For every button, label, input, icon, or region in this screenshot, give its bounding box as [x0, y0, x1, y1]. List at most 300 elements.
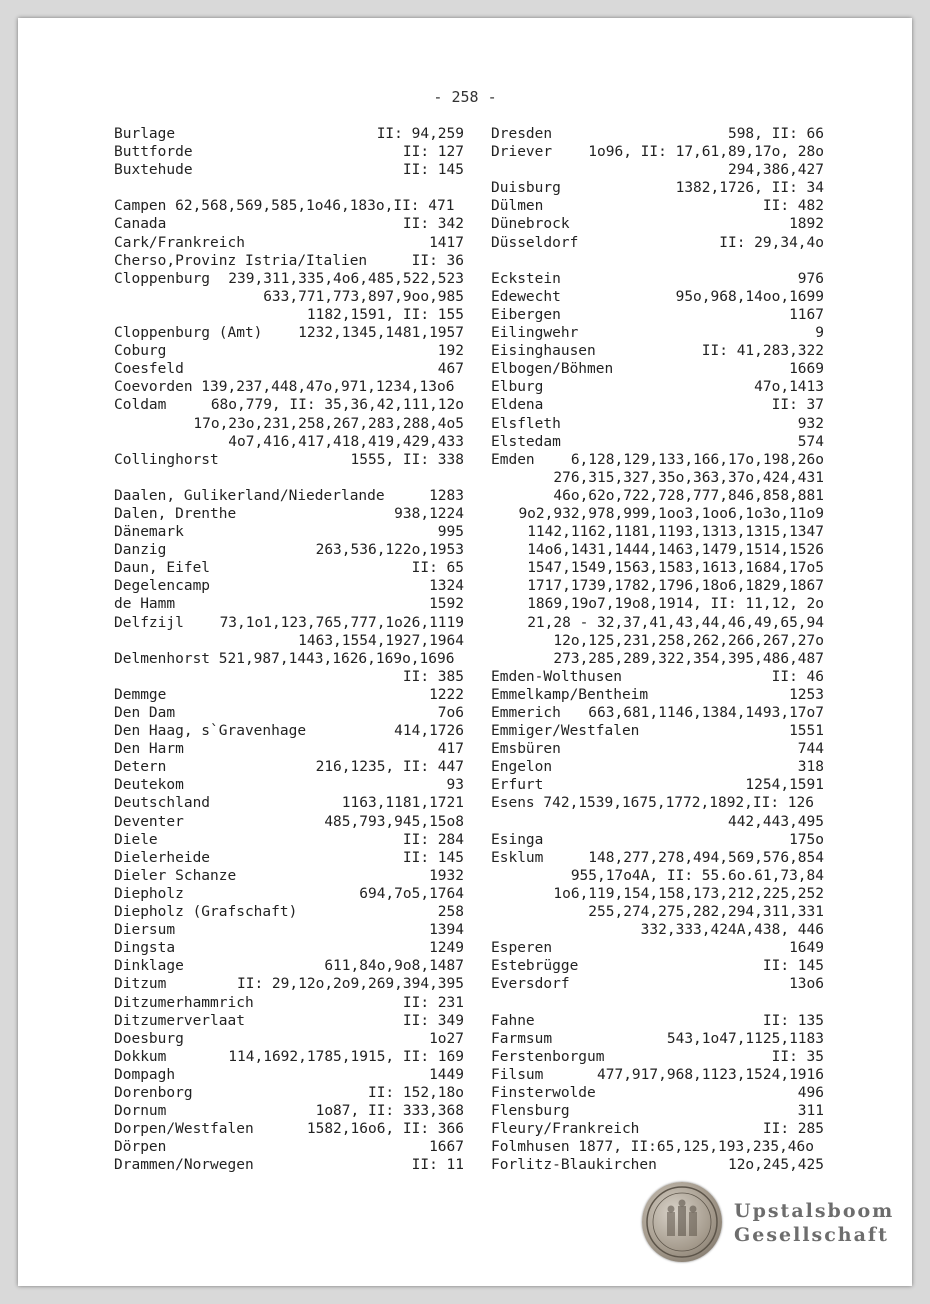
index-entry [491, 215, 824, 233]
place-name: Deutschland [114, 795, 211, 812]
page-references: 21,28 - 32,37,41,43,44,46,49,65,94 [527, 614, 824, 631]
place-name: Den Dam [114, 705, 176, 721]
page-references: 148,277,278,494,569,576,854 [588, 849, 824, 866]
page-references: 1869,19o7,19o8,1914, II: 11,12, 2o [527, 596, 824, 613]
index-entry [491, 1084, 824, 1102]
place-name: Elburg [491, 379, 544, 396]
index-entry [114, 1102, 464, 1120]
index-entry [114, 197, 464, 215]
index-entry [114, 957, 464, 975]
index-entry [491, 668, 824, 686]
page-references: 6,128,129,133,166,17o,198,26o [570, 451, 824, 468]
place-name: Fleury/Frankreich [491, 1121, 640, 1138]
place-name: Dünebrock [491, 216, 570, 233]
index-continuation-line [114, 415, 464, 433]
place-name: Daun, Eifel [114, 560, 211, 577]
index-continuation-line [491, 595, 824, 613]
place-name: Finsterwolde [491, 1084, 596, 1101]
place-name: Delmenhorst 521,987,1443,1626,169o,1696 [114, 650, 455, 667]
place-name: Dorpen/Westfalen [114, 1121, 254, 1138]
index-entry [114, 849, 464, 867]
place-name: Dalen, Drenthe [114, 505, 237, 522]
page-references: 255,274,275,282,294,311,331 [588, 904, 824, 921]
index-entry [491, 396, 824, 414]
page-references: 1669 [789, 361, 824, 378]
index-entry [114, 831, 464, 849]
page-references: 496 [797, 1084, 824, 1101]
index-entry [114, 1066, 464, 1084]
place-name: Estebrügge [491, 958, 579, 975]
index-entry [114, 523, 464, 541]
page-references: II: 35 [771, 1048, 824, 1065]
index-continuation-line [114, 632, 464, 650]
place-name: Driever [491, 144, 553, 161]
place-name: Dresden [491, 126, 553, 142]
index-entry [114, 994, 464, 1012]
index-entry [114, 903, 464, 921]
page-references: 1182,1591, II: 155 [306, 306, 464, 323]
place-name: Eldena [491, 397, 544, 414]
place-name: Emmerich [491, 705, 561, 721]
index-entry [491, 234, 824, 252]
page-references: II: 231 [402, 994, 464, 1011]
page-references: 1324 [429, 578, 464, 595]
place-name: Engelon [491, 759, 553, 776]
place-name: Coesfeld [114, 361, 184, 378]
page-references: 1649 [789, 940, 824, 957]
place-name: Fahne [491, 1012, 535, 1029]
place-name: Ditzumerhammrich [114, 994, 254, 1011]
place-name: Dompagh [114, 1066, 176, 1083]
place-name: Emsbüren [491, 741, 561, 758]
index-entry [114, 451, 464, 469]
page-number: - 258 - [433, 88, 497, 106]
page-references: 175o [789, 831, 824, 848]
index-continuation-line [491, 541, 824, 559]
page-references: 485,793,945,15o8 [324, 813, 464, 830]
index-entry [491, 270, 824, 288]
page-references: 633,771,773,897,9oo,985 [263, 288, 464, 305]
index-continuation-line [491, 632, 824, 650]
index-continuation-line [491, 577, 824, 595]
place-name: Detern [114, 759, 167, 776]
place-name: Buttforde [114, 144, 193, 161]
page-references: 1592 [429, 596, 464, 613]
index-continuation-line [491, 469, 824, 487]
place-name: Esinga [491, 831, 544, 848]
page-references: 192 [437, 343, 464, 360]
page-references: 68o,779, II: 35,36,42,111,12o [210, 397, 464, 414]
index-entry [114, 794, 464, 812]
page-references: 598, II: 66 [727, 126, 824, 142]
index-entry [491, 288, 824, 306]
index-column-right [491, 125, 824, 1174]
place-name: Doesburg [114, 1030, 184, 1047]
page-references: II: 37 [771, 397, 824, 414]
place-name: Dülmen [491, 198, 544, 215]
page-references: 955,17o4A, II: 55.6o.61,73,84 [570, 867, 824, 884]
index-entry [491, 794, 824, 812]
page-references: 95o,968,14oo,1699 [675, 288, 824, 305]
page-references: 663,681,1146,1384,1493,17o7 [588, 705, 824, 721]
page-references: 73,1o1,123,765,777,1o26,1119 [219, 614, 464, 631]
index-entry [114, 813, 464, 831]
place-name: Deventer [114, 813, 184, 830]
index-continuation-line [491, 921, 824, 939]
page-references: 12o,125,231,258,262,266,267,27o [553, 632, 824, 649]
place-name: Ditzum [114, 976, 167, 993]
blank-line [491, 994, 824, 1012]
place-name: Canada [114, 216, 167, 233]
place-name: Campen 62,568,569,585,1o46,183o,II: 471 [114, 198, 455, 215]
page-references: 1547,1549,1563,1583,1613,1684,17o5 [527, 560, 824, 577]
index-entry [491, 1138, 824, 1156]
page-references: 46o,62o,722,728,777,846,858,881 [553, 487, 824, 504]
place-name: Esperen [491, 940, 553, 957]
place-name: Dielerheide [114, 849, 211, 866]
page-references: 4o7,416,417,418,419,429,433 [228, 433, 464, 450]
index-entry [114, 722, 464, 740]
index-entry [491, 1012, 824, 1030]
index-entry [491, 360, 824, 378]
place-name: Duisburg [491, 180, 561, 197]
index-entry [491, 704, 824, 722]
index-continuation-line [114, 433, 464, 451]
page-references: II: 65 [411, 560, 464, 577]
place-name: Cark/Frankreich [114, 234, 245, 251]
page-references: 1142,1162,1181,1193,1313,1315,1347 [527, 524, 824, 541]
place-name: Cloppenburg [114, 270, 211, 287]
index-continuation-line [491, 867, 824, 885]
page-references: 976 [797, 270, 824, 287]
page-references: 258 [437, 904, 464, 921]
place-name: Dänemark [114, 524, 184, 541]
place-name: Ditzumerverlaat [114, 1012, 245, 1029]
index-entry [491, 1120, 824, 1138]
index-entry [114, 758, 464, 776]
index-entry [114, 143, 464, 161]
place-name: Diele [114, 831, 158, 848]
upstalsboom-logo [642, 1182, 895, 1268]
page-references: II: 36 [411, 252, 464, 269]
place-name: Emden [491, 451, 535, 468]
index-entry [491, 758, 824, 776]
page-references: 1o96, II: 17,61,89,17o, 28o [588, 144, 824, 161]
page-references: 47o,1413 [754, 379, 824, 396]
index-entry [114, 1138, 464, 1156]
index-entry [114, 1156, 464, 1174]
index-entry [114, 1084, 464, 1102]
place-name: Dokkum [114, 1048, 167, 1065]
place-name: Dingsta [114, 940, 176, 957]
index-entry [491, 433, 824, 451]
index-entry [491, 849, 824, 867]
index-entry [114, 704, 464, 722]
blank-line [114, 469, 464, 487]
place-name: Coevorden 139,237,448,47o,971,1234,13o6 [114, 379, 455, 396]
index-continuation-line [114, 668, 464, 686]
logo-line-2: Gesellschaft [734, 1224, 889, 1246]
page-references: 1283 [429, 487, 464, 504]
page-references: 938,1224 [394, 505, 464, 522]
page-references: 574 [797, 433, 824, 450]
index-entry [491, 686, 824, 704]
page-references: 114,1692,1785,1915, II: 169 [228, 1048, 464, 1065]
place-name: Düsseldorf [491, 234, 579, 251]
place-name: Emmiger/Westfalen [491, 723, 640, 740]
page-references: 294,386,427 [727, 162, 824, 179]
index-entry [491, 957, 824, 975]
index-entry [114, 650, 464, 668]
index-entry [491, 143, 824, 161]
page-references: 1167 [789, 306, 824, 323]
index-entry [114, 975, 464, 993]
page-references: 611,84o,9o8,1487 [324, 958, 464, 975]
page-references: 1551 [789, 723, 824, 740]
page-references: 311 [797, 1103, 824, 1120]
place-name: Dinklage [114, 958, 184, 975]
place-name: Filsum [491, 1066, 544, 1083]
page-references: 9 [815, 325, 824, 342]
page-references: 17o,23o,231,258,267,283,288,4o5 [193, 415, 464, 432]
index-entry [491, 306, 824, 324]
index-entry [114, 577, 464, 595]
index-entry [114, 559, 464, 577]
page-references: 1o27 [429, 1030, 464, 1047]
page-references: 1582,16o6, II: 366 [306, 1121, 464, 1138]
place-name: Emmelkamp/Bentheim [491, 686, 649, 703]
index-continuation-line [491, 487, 824, 505]
index-entry [114, 505, 464, 523]
place-name: Esklum [491, 849, 544, 866]
page-references: 9o2,932,978,999,1oo3,1oo6,1o3o,11o9 [518, 505, 824, 522]
index-entry [491, 740, 824, 758]
index-continuation-line [491, 559, 824, 577]
page-references: II: 145 [402, 849, 464, 866]
place-name: Ferstenborgum [491, 1048, 605, 1065]
place-name: Farmsum [491, 1030, 553, 1047]
index-entry [491, 179, 824, 197]
page-references: 13o6 [789, 976, 824, 993]
place-name: Delfzijl [114, 614, 184, 631]
index-entry [114, 885, 464, 903]
index-entry [114, 324, 464, 342]
page-references: 1932 [429, 867, 464, 884]
place-name: Collinghorst [114, 451, 219, 468]
place-name: Degelencamp [114, 578, 211, 595]
index-entry [114, 595, 464, 613]
blank-line [491, 252, 824, 270]
index-entry [114, 161, 464, 179]
index-continuation-line [491, 650, 824, 668]
blank-line [114, 179, 464, 197]
page-references: II: 284 [402, 831, 464, 848]
page-references: 694,7o5,1764 [359, 885, 464, 902]
index-entry [114, 867, 464, 885]
index-entry [491, 939, 824, 957]
page-references: 1o87, II: 333,368 [315, 1103, 464, 1120]
place-name: Diersum [114, 922, 176, 939]
index-entry [491, 1048, 824, 1066]
page-references: 1254,1591 [745, 777, 824, 794]
page-references: II: 94,259 [376, 126, 464, 142]
place-name: Den Harm [114, 741, 184, 758]
index-entry [491, 1066, 824, 1084]
page-references: II: 46 [771, 668, 824, 685]
place-name: Elbogen/Böhmen [491, 361, 614, 378]
index-entry [491, 451, 824, 469]
index-continuation-line [114, 288, 464, 306]
index-entry [114, 740, 464, 758]
place-name: Eilingwehr [491, 325, 579, 342]
index-entry [491, 415, 824, 433]
page-references: II: 145 [402, 162, 464, 179]
place-name: Dornum [114, 1103, 167, 1120]
page-references: II: 11 [411, 1157, 464, 1174]
page-references: II: 145 [762, 958, 824, 975]
index-entry [114, 939, 464, 957]
page-references: 744 [797, 741, 824, 758]
place-name: Dieler Schanze [114, 867, 237, 884]
page-references: II: 349 [402, 1012, 464, 1029]
page-references: 1463,1554,1927,1964 [298, 632, 464, 649]
page-references: 1717,1739,1782,1796,18o6,1829,1867 [527, 578, 824, 595]
index-column-left [114, 125, 464, 1174]
index-entry [114, 1048, 464, 1066]
index-entry [491, 324, 824, 342]
place-name: Eisinghausen [491, 343, 596, 360]
page-references: 93 [446, 777, 464, 794]
place-name: Cloppenburg (Amt) [114, 325, 263, 342]
place-name: Cherso,Provinz Istria/Italien [114, 252, 368, 269]
place-name: Elsfleth [491, 415, 561, 432]
page-references: 1667 [429, 1139, 464, 1156]
page-references: 332,333,424A,438, 446 [640, 922, 824, 939]
index-entry [114, 487, 464, 505]
page-references: 417 [437, 741, 464, 758]
index-entry [491, 1102, 824, 1120]
page-references: 1253 [789, 686, 824, 703]
place-name: Elstedam [491, 433, 561, 450]
page-references: 1417 [429, 234, 464, 251]
place-name: Flensburg [491, 1103, 570, 1120]
seal-icon [642, 1182, 722, 1262]
index-continuation-line [491, 903, 824, 921]
index-entry [491, 342, 824, 360]
page-references: 1892 [789, 216, 824, 233]
index-entry [114, 234, 464, 252]
page-references: 1232,1345,1481,1957 [298, 325, 464, 342]
index-continuation-line [491, 614, 824, 632]
page-references: 477,917,968,1123,1524,1916 [597, 1066, 824, 1083]
index-continuation-line [491, 505, 824, 523]
index-entry [114, 125, 464, 143]
page-references: 1449 [429, 1066, 464, 1083]
page-references: II: 285 [762, 1121, 824, 1138]
page-references: 1o6,119,154,158,173,212,225,252 [553, 885, 824, 902]
index-entry [491, 197, 824, 215]
place-name: Den Haag, s`Gravenhage [114, 723, 307, 740]
index-continuation-line [491, 885, 824, 903]
page-references: II: 127 [402, 144, 464, 161]
page-references: 1555, II: 338 [350, 451, 464, 468]
place-name: Eckstein [491, 270, 561, 287]
index-entry [491, 975, 824, 993]
document-page [18, 18, 912, 1286]
place-name: Edewecht [491, 288, 561, 305]
index-entry [491, 1156, 824, 1174]
place-name: Dorenborg [114, 1084, 193, 1101]
index-entry [491, 125, 824, 143]
place-name: Eibergen [491, 306, 561, 323]
index-entry [114, 252, 464, 270]
index-entry [114, 1012, 464, 1030]
place-name: Erfurt [491, 777, 544, 794]
place-name: Demmge [114, 686, 167, 703]
page-references: II: 342 [402, 216, 464, 233]
place-name: Burlage [114, 126, 176, 142]
page-references: 276,315,327,35o,363,37o,424,431 [553, 469, 824, 486]
index-entry [114, 614, 464, 632]
place-name: Coburg [114, 343, 167, 360]
index-entry [114, 360, 464, 378]
place-name: Diepholz [114, 885, 184, 902]
page-references: II: 41,283,322 [701, 343, 824, 360]
index-entry [114, 686, 464, 704]
index-entry [114, 921, 464, 939]
place-name: Drammen/Norwegen [114, 1157, 254, 1174]
place-name: Danzig [114, 542, 167, 559]
index-entry [491, 722, 824, 740]
index-continuation-line [114, 306, 464, 324]
page-references: II: 29,34,4o [719, 234, 824, 251]
index-entry [114, 215, 464, 233]
place-name: Coldam [114, 397, 167, 414]
place-name: Deutekom [114, 777, 184, 794]
page-references: 543,1o47,1125,1183 [666, 1030, 824, 1047]
place-name: Daalen, Gulikerland/Niederlande [114, 487, 385, 504]
page-references: 1163,1181,1721 [341, 795, 464, 812]
place-name: Buxtehude [114, 162, 193, 179]
index-entry [114, 396, 464, 414]
page-references: 1394 [429, 922, 464, 939]
place-name: Esens 742,1539,1675,1772,1892,II: 126 [491, 795, 815, 812]
index-entry [114, 378, 464, 396]
place-name: de Hamm [114, 596, 176, 613]
page-references: 273,285,289,322,354,395,486,487 [553, 650, 824, 667]
page-references: 995 [437, 524, 464, 541]
page-references: II: 29,12o,2o9,269,394,395 [237, 976, 464, 993]
page-references: 442,443,495 [727, 813, 824, 830]
page-references: 932 [797, 415, 824, 432]
page-references: 216,1235, II: 447 [315, 759, 464, 776]
page-references: 263,536,122o,1953 [315, 542, 464, 559]
index-entry [114, 1030, 464, 1048]
page-references: 318 [797, 759, 824, 776]
page-references: II: 482 [762, 198, 824, 215]
place-name: Folmhusen 1877, II:65,125,193,235,46o [491, 1139, 815, 1156]
index-entry [491, 1030, 824, 1048]
page-references: II: 385 [402, 668, 464, 685]
index-entry [114, 776, 464, 794]
page-references: II: 135 [762, 1012, 824, 1029]
index-entry [114, 342, 464, 360]
page-references: 1249 [429, 940, 464, 957]
page-references: 14o6,1431,1444,1463,1479,1514,1526 [527, 542, 824, 559]
page-references: 12o,245,425 [727, 1157, 824, 1174]
page-references: 7o6 [437, 705, 464, 721]
place-name: Forlitz-Blaukirchen [491, 1157, 657, 1174]
